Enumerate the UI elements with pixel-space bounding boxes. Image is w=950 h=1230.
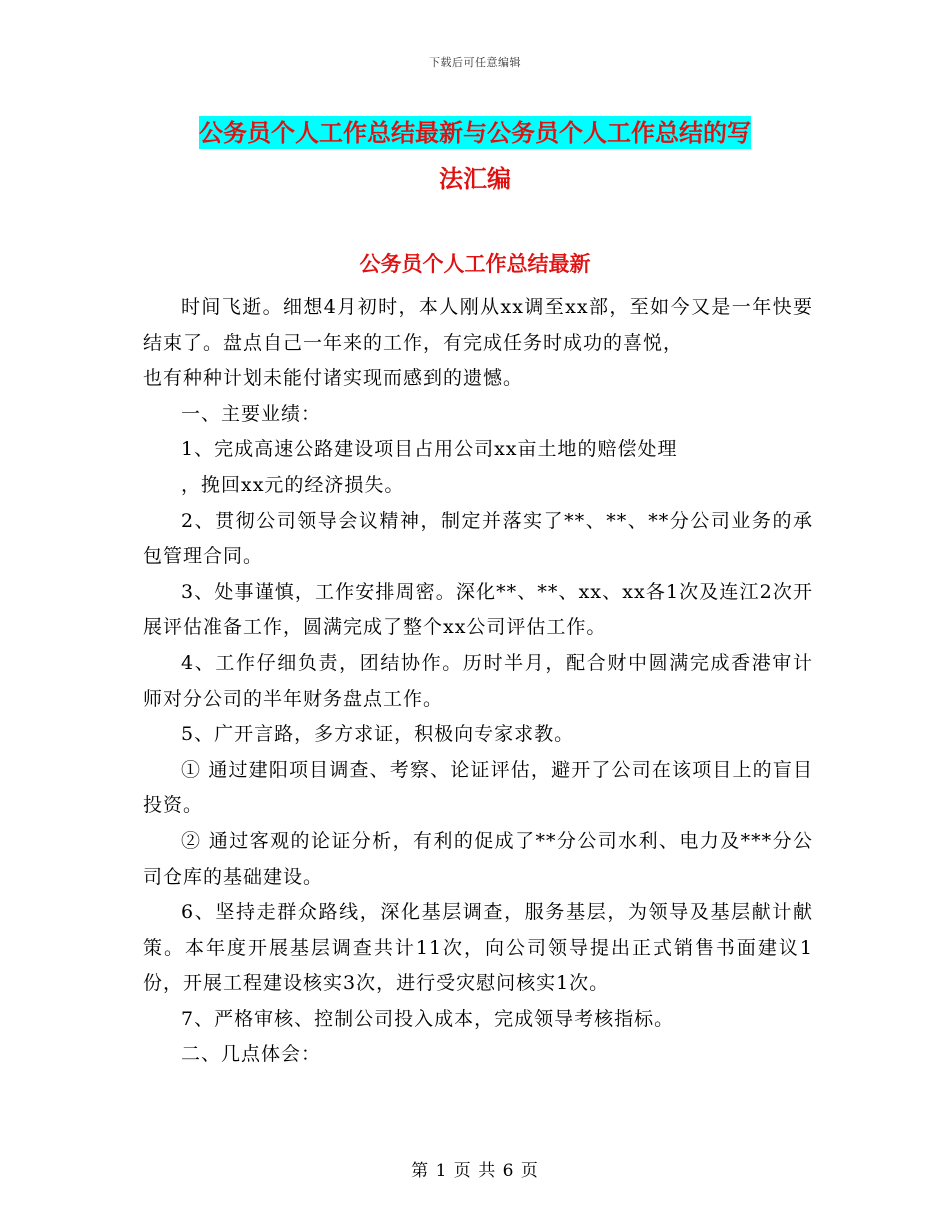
header-note: 下载后可任意编辑 xyxy=(429,56,521,69)
page-footer: 第 1 页 共 6 页 xyxy=(411,1161,539,1181)
paragraph: ① 通过建阳项目调查、考察、论证评估，避开了公司在该项目上的盲目投资。 xyxy=(143,758,813,817)
paragraph: 也有种种计划未能付诸实现而感到的遗憾。 xyxy=(143,367,524,390)
paragraph: ② 通过客观的论证分析，有利的促成了**分公司水利、电力及***分公司仓库的基础建设。 xyxy=(143,829,813,888)
paragraph: 7、严格审核、控制公司投入成本，完成领导考核指标。 xyxy=(181,1007,675,1030)
paragraph: 2、贯彻公司领导会议精神，制定并落实了**、**、**分公司业务的承包管理合同。 xyxy=(143,509,813,568)
paragraph: 时间飞逝。细想4月初时，本人刚从xx调至xx部，至如今又是一年快要结束了。盘点自己一年来的工作，有完成任务时成功的喜悦， xyxy=(143,296,813,354)
paragraph: ，挽回xx元的经济损失。 xyxy=(181,473,405,496)
paragraph: 二、几点体会： xyxy=(181,1043,322,1066)
title-line-2: 法汇编 xyxy=(439,164,511,193)
paragraph: 5、广开言路，多方求证，积极向专家求教。 xyxy=(181,723,575,746)
paragraph: 6、坚持走群众路线，深化基层调查，服务基层，为领导及基层献计献策。本年度开展基层调查共计11次，向公司领导提出正式销售书面建议1份，开展工程建设核实3次，进行受灾慰问核实1次。 xyxy=(143,901,813,995)
document-body xyxy=(143,290,813,1073)
section-title: 公务员个人工作总结最新 xyxy=(359,251,591,276)
paragraph: 4、工作仔细负责，团结协作。历时半月，配合财中圆满完成香港审计师对分公司的半年财务盘点工作。 xyxy=(143,651,813,710)
title-line-1: 公务员个人工作总结最新与公务员个人工作总结的写 xyxy=(199,118,751,147)
document-title xyxy=(0,110,950,202)
paragraph: 3、处事谨慎，工作安排周密。深化**、**、xx、xx各1次及连江2次开展评估准备工作，圆满完成了整个xx公司评估工作。 xyxy=(143,580,813,639)
paragraph: 一、主要业绩： xyxy=(181,402,322,425)
paragraph: 1、完成高速公路建设项目占用公司xx亩土地的赔偿处理 xyxy=(181,438,678,461)
